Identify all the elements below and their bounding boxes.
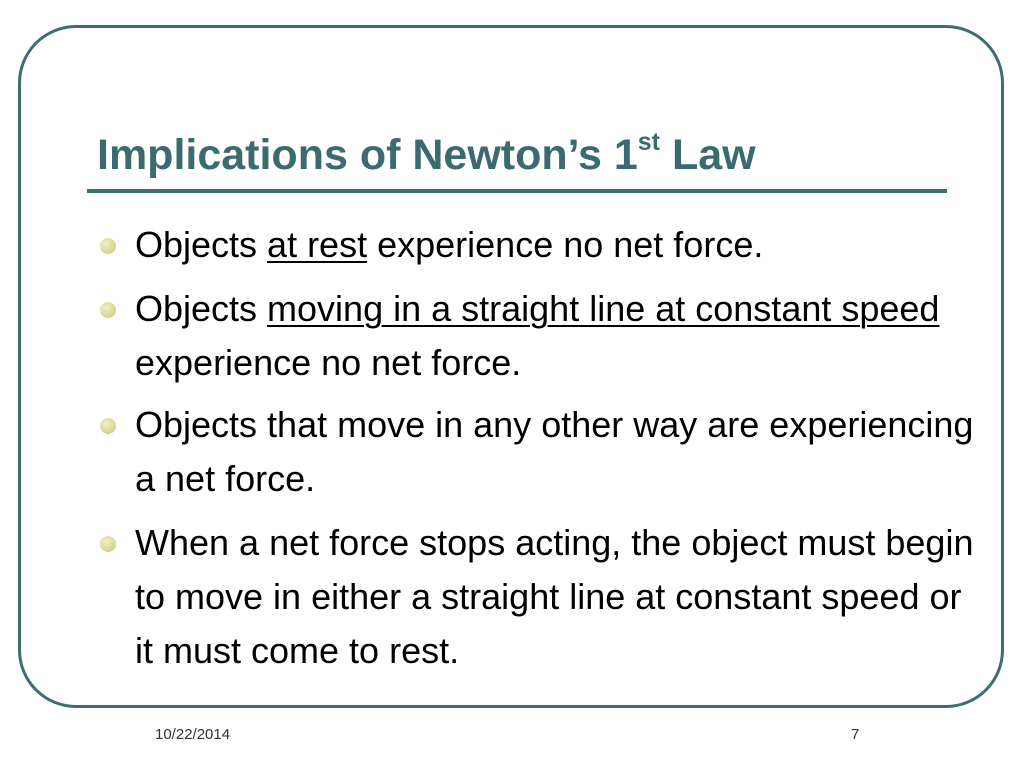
- title-underline-rule: [87, 189, 947, 193]
- slide-title: [97, 126, 756, 184]
- bullet-text-part: Objects that move in any other way are experiencing a net force.: [135, 404, 974, 499]
- footer-date: 10/22/2014: [155, 726, 231, 743]
- slide-number: 7: [851, 726, 860, 743]
- title-end: Law: [660, 131, 756, 179]
- bullet-text: [135, 404, 973, 499]
- bullet-dot-icon: [100, 302, 116, 318]
- title-main: Implications of Newton’s 1: [97, 131, 638, 179]
- bullet-dot-icon: [100, 536, 116, 552]
- bullet-dot-icon: [100, 418, 116, 434]
- bullet-text-underlined: at rest: [267, 224, 368, 265]
- bullet-item: [100, 282, 980, 390]
- bullet-item: [100, 218, 980, 272]
- bullet-text-part: experience no net force.: [367, 224, 764, 265]
- bullet-text-underlined: moving in a straight line at constant speed: [267, 288, 940, 329]
- bullet-item: [100, 398, 980, 506]
- bullet-text: [135, 288, 939, 383]
- bullet-text-part: Objects: [135, 224, 268, 265]
- bullet-list: [100, 218, 980, 688]
- title-superscript: st: [637, 127, 660, 156]
- bullet-text-part: experience no net force.: [135, 342, 522, 383]
- bullet-text: [135, 224, 763, 265]
- bullet-text-part: When a net force stops acting, the object must begin to move in either a straight line at constant speed or it must come to rest.: [135, 522, 974, 671]
- bullet-text-part: Objects: [135, 288, 268, 329]
- bullet-item: [100, 516, 980, 678]
- bullet-text: [135, 522, 973, 671]
- bullet-dot-icon: [100, 238, 116, 254]
